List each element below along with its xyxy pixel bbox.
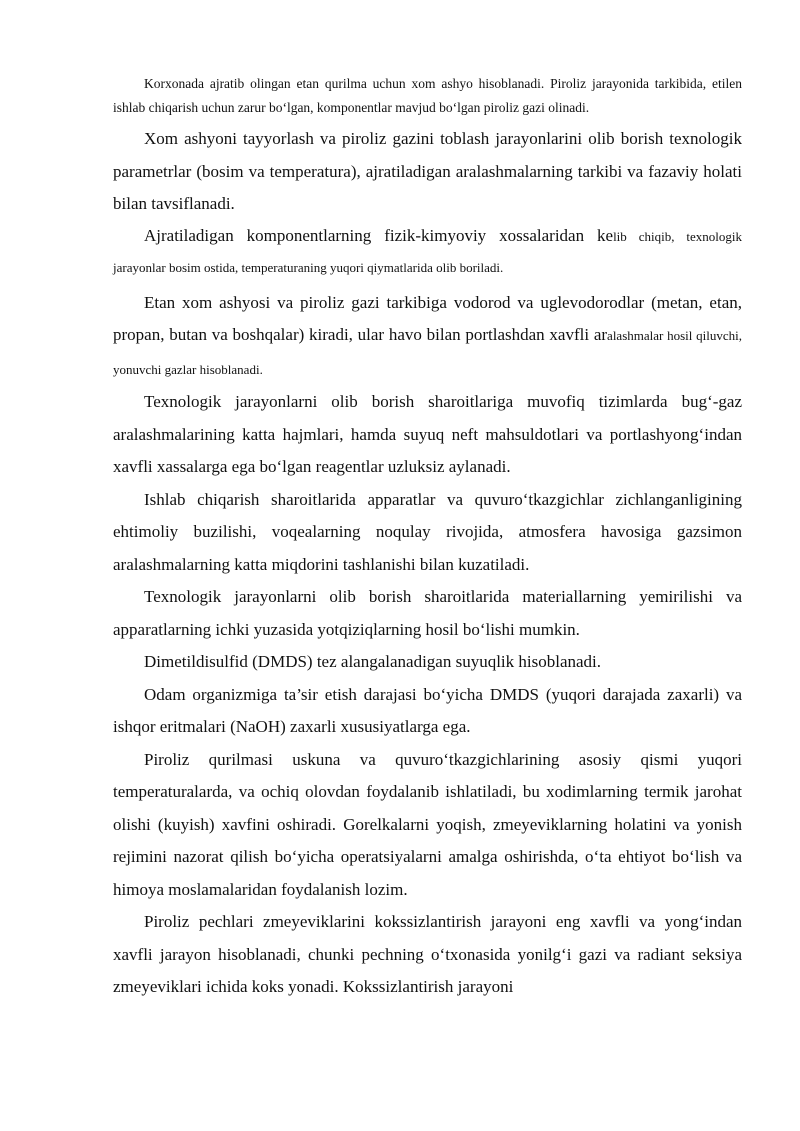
paragraph-3-large-text: Ajratiladigan komponentlarning fizik-kimyoviy xossalaridan ke	[144, 225, 614, 245]
paragraph-5: Texnologik jarayonlarni olib borish sharoitlariga muvofiq tizimlarda bug‘-gaz aralashmalarining katta hajmlari, hamda suyuq neft mahsuldotlari va portlashyong‘indan xavfli xassalarga ega bo‘lgan reagentlar uzluksiz aylanadi.	[113, 392, 742, 476]
paragraph-2: Xom ashyoni tayyorlash va piroliz gazini toblash jarayonlarini olib borish texnologik parametrlar (bosim va temperatura), ajratiladigan aralashmalarning tarkibi va fazaviy holati bilan tavsiflanadi.	[113, 129, 742, 213]
paragraph-3	[113, 221, 742, 283]
paragraph-10: Piroliz qurilmasi uskuna va quvuro‘tkazgichlarining asosiy qismi yuqori temperaturalarda, va ochiq olovdan foydalanib ishlatiladi, bu xodimlarning termik jarohat olishi (kuyish) xavfini oshiradi. Gorelkalarni yoqish, zmeyeviklarning holatini va yonish rejimini nazorat qilish bo‘yicha operatsiyalarni amalga oshirishda, o‘ta ehtiyot bo‘lish va himoya moslamalaridan foydalanish lozim.	[113, 749, 742, 899]
paragraph-4	[113, 287, 742, 387]
paragraph-9: Odam organizmiga ta’sir etish darajasi bo‘yicha DMDS (yuqori darajada zaxarli) va ishqor eritmalari (NaOH) zaxarli xususiyatlarga ega.	[113, 684, 742, 736]
paragraph-8: Dimetildisulfid (DMDS) tez alangalanadigan suyuqlik hisoblanadi.	[144, 652, 602, 671]
paragraph-7: Texnologik jarayonlarni olib borish sharoitlarida materiallarning yemirilishi va apparatlarning ichki yuzasida yotqiziqlarning hosil bo‘lishi mumkin.	[113, 587, 742, 639]
paragraph-4-small-text: alashmalar hosil qiluvchi, yonuvchi gazlar hisoblanadi.	[113, 328, 742, 377]
paragraph-3-small-text: lib chiqib, texnologik jarayonlar bosim ostida, temperaturaning yuqori qiymatlarida olib boriladi.	[113, 228, 742, 275]
paragraph-11: Piroliz pechlari zmeyeviklarini kokssizlantirish jarayoni eng xavfli va yong‘indan xavfli jarayon hisoblanadi, chunki pechning o‘txonasida yonilg‘i gazi va radiant seksiya zmeyeviklari ichida koks yonadi. Kokssizlantirish jarayoni	[113, 912, 742, 996]
paragraph-6: Ishlab chiqarish sharoitlarida apparatlar va quvuro‘tkazgichlar zichlanganligining ehtimoliy buzilishi, voqealarning noqulay rivojida, atmosfera havosiga gazsimon aralashmalarning katta miqdorini tashlanishi bilan kuzatiladi.	[113, 489, 742, 574]
paragraph-1: Korxonada ajratib olingan etan qurilma uchun xom ashyo hisoblanadi. Piroliz jarayonida tarkibida, etilen ishlab chiqarish uchun zarur bo‘lgan, komponentlar mavjud bo‘lgan piroliz gazi olinadi.	[113, 76, 742, 115]
paragraph-4-large-text: Etan xom ashyosi va piroliz gazi tarkibiga vodorod va uglevodorodlar (metan, etan, propan, butan va boshqalar) kiradi, ular havo bilan portlashdan xavfli ar	[113, 292, 742, 344]
